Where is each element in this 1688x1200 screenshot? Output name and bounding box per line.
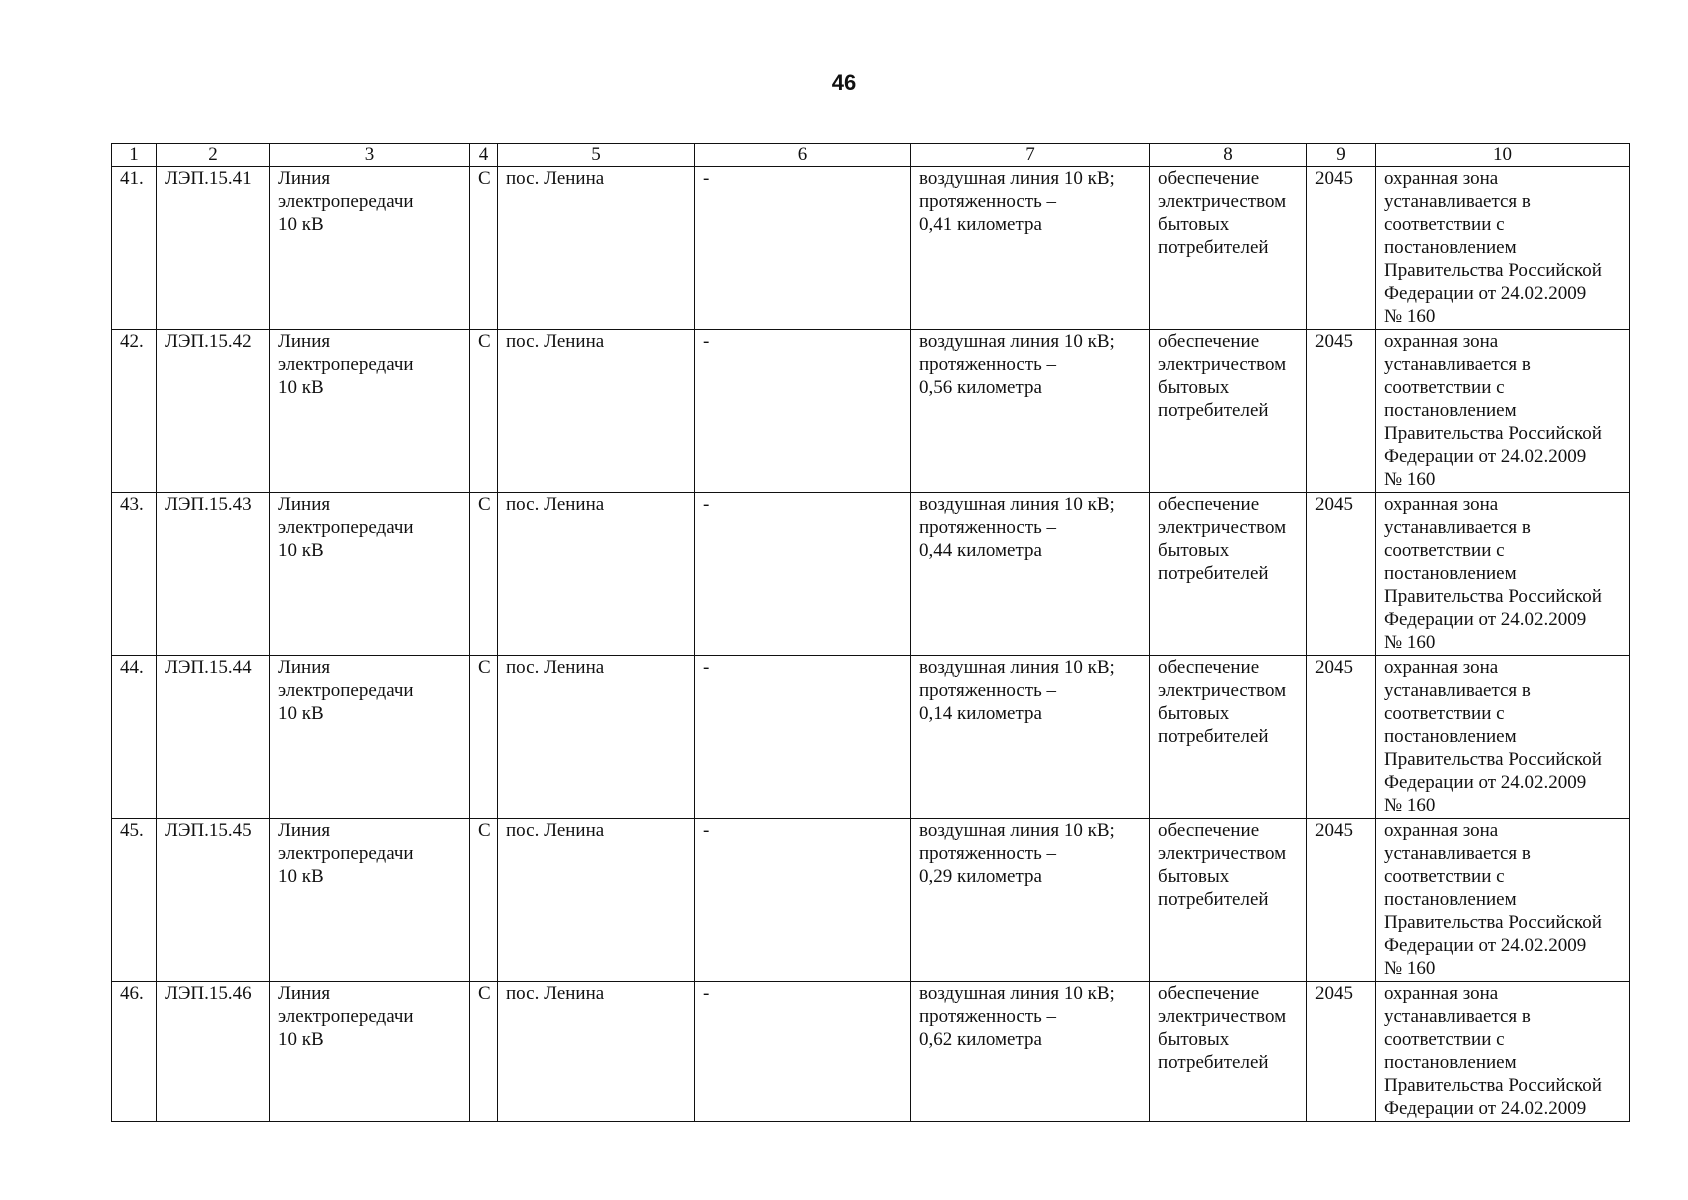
zone-cell-line: постановлением — [1384, 400, 1517, 421]
zone-cell-line: Федерации от 24.02.2009 — [1384, 772, 1587, 793]
zone-cell-line: охранная зона — [1384, 331, 1499, 352]
object-name-cell-line: электропередачи — [278, 191, 414, 212]
object-code-cell: ЛЭП.15.43 — [157, 493, 270, 656]
characteristics-cell-line: протяженность – — [919, 517, 1056, 538]
purpose-cell-line: обеспечение — [1158, 168, 1260, 189]
zone-cell-line: охранная зона — [1384, 494, 1499, 515]
year-cell: 2045 — [1307, 167, 1376, 330]
zone-cell-line: № 160 — [1384, 958, 1436, 979]
column-6-cell: - — [695, 493, 911, 656]
header-cell: 7 — [911, 144, 1150, 167]
location-cell: пос. Ленина — [498, 819, 695, 982]
object-name-cell-line: 10 кВ — [278, 1029, 324, 1050]
header-cell: 9 — [1307, 144, 1376, 167]
purpose-cell-line: обеспечение — [1158, 331, 1260, 352]
header-row — [112, 144, 1630, 167]
column-6-cell: - — [695, 330, 911, 493]
zone-cell-line: Федерации от 24.02.2009 — [1384, 283, 1587, 304]
object-name-cell-line: 10 кВ — [278, 214, 324, 235]
row-number-cell: 41. — [112, 167, 157, 330]
location-cell: пос. Ленина — [498, 493, 695, 656]
zone-cell — [1376, 982, 1630, 1122]
row-number-cell: 44. — [112, 656, 157, 819]
header-cell: 10 — [1376, 144, 1630, 167]
object-name-cell-line: Линия — [278, 983, 331, 1004]
header-cell: 4 — [470, 144, 498, 167]
object-type-cell: С — [470, 656, 498, 819]
object-type-cell: С — [470, 330, 498, 493]
purpose-cell — [1150, 167, 1307, 330]
purpose-cell-line: электричеством — [1158, 680, 1287, 701]
zone-cell-line: устанавливается в — [1384, 354, 1531, 375]
object-code-cell: ЛЭП.15.44 — [157, 656, 270, 819]
zone-cell-line: Правительства Российской — [1384, 912, 1602, 933]
characteristics-cell-line: 0,29 километра — [919, 866, 1042, 887]
characteristics-cell-line: 0,44 километра — [919, 540, 1042, 561]
column-6-cell: - — [695, 982, 911, 1122]
characteristics-cell-line: воздушная линия 10 кВ; — [919, 983, 1115, 1004]
zone-cell-line: соответствии с — [1384, 866, 1505, 887]
object-name-cell-line: электропередачи — [278, 517, 414, 538]
purpose-cell-line: потребителей — [1158, 237, 1269, 258]
table-row — [112, 167, 1630, 330]
object-name-cell-line: Линия — [278, 168, 331, 189]
zone-cell-line: устанавливается в — [1384, 517, 1531, 538]
zone-cell-line: постановлением — [1384, 1052, 1517, 1073]
object-name-cell-line: электропередачи — [278, 843, 414, 864]
characteristics-cell-line: воздушная линия 10 кВ; — [919, 657, 1115, 678]
purpose-cell — [1150, 656, 1307, 819]
object-name-cell — [270, 656, 470, 819]
zone-cell — [1376, 330, 1630, 493]
object-type-cell: С — [470, 982, 498, 1122]
object-code-cell: ЛЭП.15.42 — [157, 330, 270, 493]
zone-cell-line: охранная зона — [1384, 983, 1499, 1004]
object-name-cell-line: 10 кВ — [278, 866, 324, 887]
year-cell: 2045 — [1307, 493, 1376, 656]
registry-body — [112, 167, 1630, 1122]
object-name-cell-line: электропередачи — [278, 680, 414, 701]
purpose-cell-line: электричеством — [1158, 1006, 1287, 1027]
characteristics-cell-line: воздушная линия 10 кВ; — [919, 494, 1115, 515]
zone-cell-line: соответствии с — [1384, 540, 1505, 561]
characteristics-cell-line: протяженность – — [919, 191, 1056, 212]
zone-cell-line: Федерации от 24.02.2009 — [1384, 935, 1587, 956]
location-cell: пос. Ленина — [498, 656, 695, 819]
object-name-cell-line: Линия — [278, 331, 331, 352]
purpose-cell — [1150, 819, 1307, 982]
purpose-cell-line: потребителей — [1158, 400, 1269, 421]
purpose-cell — [1150, 982, 1307, 1122]
characteristics-cell-line: 0,62 километра — [919, 1029, 1042, 1050]
zone-cell-line: № 160 — [1384, 469, 1436, 490]
characteristics-cell — [911, 819, 1150, 982]
zone-cell-line: Правительства Российской — [1384, 1075, 1602, 1096]
zone-cell — [1376, 493, 1630, 656]
characteristics-cell-line: протяженность – — [919, 1006, 1056, 1027]
purpose-cell-line: потребителей — [1158, 1052, 1269, 1073]
object-type-cell: С — [470, 167, 498, 330]
purpose-cell-line: бытовых — [1158, 1029, 1230, 1050]
table-row — [112, 330, 1630, 493]
object-code-cell: ЛЭП.15.41 — [157, 167, 270, 330]
purpose-cell-line: обеспечение — [1158, 820, 1260, 841]
purpose-cell — [1150, 493, 1307, 656]
header-cell: 5 — [498, 144, 695, 167]
table-row — [112, 982, 1630, 1122]
purpose-cell-line: бытовых — [1158, 377, 1230, 398]
object-name-cell — [270, 819, 470, 982]
zone-cell-line: устанавливается в — [1384, 680, 1531, 701]
year-cell: 2045 — [1307, 819, 1376, 982]
page-number: 46 — [831, 70, 857, 95]
zone-cell-line: охранная зона — [1384, 657, 1499, 678]
zone-cell-line: Правительства Российской — [1384, 260, 1602, 281]
zone-cell — [1376, 656, 1630, 819]
characteristics-cell-line: 0,56 километра — [919, 377, 1042, 398]
object-type-cell: С — [470, 819, 498, 982]
location-cell: пос. Ленина — [498, 330, 695, 493]
zone-cell-line: устанавливается в — [1384, 1006, 1531, 1027]
header-cell: 1 — [112, 144, 157, 167]
registry-table — [111, 143, 1630, 1122]
purpose-cell — [1150, 330, 1307, 493]
header-cell: 8 — [1150, 144, 1307, 167]
object-name-cell — [270, 982, 470, 1122]
zone-cell-line: Федерации от 24.02.2009 — [1384, 446, 1587, 467]
object-name-cell-line: электропередачи — [278, 1006, 414, 1027]
table-row — [112, 819, 1630, 982]
header-cell: 6 — [695, 144, 911, 167]
table-row — [112, 493, 1630, 656]
purpose-cell-line: электричеством — [1158, 354, 1287, 375]
characteristics-cell-line: протяженность – — [919, 354, 1056, 375]
purpose-cell-line: электричеством — [1158, 843, 1287, 864]
purpose-cell-line: бытовых — [1158, 703, 1230, 724]
object-name-cell-line: Линия — [278, 494, 331, 515]
zone-cell — [1376, 167, 1630, 330]
zone-cell-line: устанавливается в — [1384, 843, 1531, 864]
location-cell: пос. Ленина — [498, 982, 695, 1122]
characteristics-cell-line: воздушная линия 10 кВ; — [919, 331, 1115, 352]
zone-cell-line: соответствии с — [1384, 377, 1505, 398]
zone-cell-line: постановлением — [1384, 237, 1517, 258]
row-number-cell: 46. — [112, 982, 157, 1122]
object-name-cell — [270, 493, 470, 656]
purpose-cell-line: электричеством — [1158, 191, 1287, 212]
column-6-cell: - — [695, 819, 911, 982]
object-name-cell-line: Линия — [278, 657, 331, 678]
characteristics-cell-line: 0,14 километра — [919, 703, 1042, 724]
zone-cell-line: постановлением — [1384, 563, 1517, 584]
object-name-cell-line: 10 кВ — [278, 540, 324, 561]
characteristics-cell-line: протяженность – — [919, 843, 1056, 864]
zone-cell-line: соответствии с — [1384, 214, 1505, 235]
zone-cell-line: постановлением — [1384, 726, 1517, 747]
zone-cell-line: Правительства Российской — [1384, 586, 1602, 607]
purpose-cell-line: электричеством — [1158, 517, 1287, 538]
characteristics-cell — [911, 330, 1150, 493]
header-cell: 2 — [157, 144, 270, 167]
column-6-cell: - — [695, 656, 911, 819]
header-cell: 3 — [270, 144, 470, 167]
zone-cell-line: № 160 — [1384, 306, 1436, 327]
characteristics-cell — [911, 493, 1150, 656]
object-code-cell: ЛЭП.15.46 — [157, 982, 270, 1122]
row-number-cell: 42. — [112, 330, 157, 493]
year-cell: 2045 — [1307, 982, 1376, 1122]
purpose-cell-line: потребителей — [1158, 726, 1269, 747]
object-name-cell — [270, 167, 470, 330]
purpose-cell-line: обеспечение — [1158, 657, 1260, 678]
zone-cell-line: Федерации от 24.02.2009 — [1384, 609, 1587, 630]
purpose-cell-line: обеспечение — [1158, 983, 1260, 1004]
zone-cell-line: № 160 — [1384, 632, 1436, 653]
object-name-cell — [270, 330, 470, 493]
year-cell: 2045 — [1307, 656, 1376, 819]
object-name-cell-line: 10 кВ — [278, 377, 324, 398]
object-name-cell-line: 10 кВ — [278, 703, 324, 724]
purpose-cell-line: бытовых — [1158, 214, 1230, 235]
object-code-cell: ЛЭП.15.45 — [157, 819, 270, 982]
characteristics-cell — [911, 982, 1150, 1122]
characteristics-cell — [911, 167, 1150, 330]
table-row — [112, 656, 1630, 819]
zone-cell-line: охранная зона — [1384, 168, 1499, 189]
purpose-cell-line: бытовых — [1158, 866, 1230, 887]
zone-cell-line: устанавливается в — [1384, 191, 1531, 212]
purpose-cell-line: потребителей — [1158, 889, 1269, 910]
purpose-cell-line: обеспечение — [1158, 494, 1260, 515]
object-name-cell-line: электропередачи — [278, 354, 414, 375]
row-number-cell: 45. — [112, 819, 157, 982]
location-cell: пос. Ленина — [498, 167, 695, 330]
characteristics-cell-line: 0,41 километра — [919, 214, 1042, 235]
characteristics-cell — [911, 656, 1150, 819]
characteristics-cell-line: воздушная линия 10 кВ; — [919, 820, 1115, 841]
row-number-cell: 43. — [112, 493, 157, 656]
zone-cell-line: Правительства Российской — [1384, 423, 1602, 444]
year-cell: 2045 — [1307, 330, 1376, 493]
zone-cell-line: соответствии с — [1384, 703, 1505, 724]
zone-cell — [1376, 819, 1630, 982]
purpose-cell-line: потребителей — [1158, 563, 1269, 584]
object-name-cell-line: Линия — [278, 820, 331, 841]
purpose-cell-line: бытовых — [1158, 540, 1230, 561]
zone-cell-line: постановлением — [1384, 889, 1517, 910]
zone-cell-line: Федерации от 24.02.2009 — [1384, 1098, 1587, 1119]
zone-cell-line: охранная зона — [1384, 820, 1499, 841]
zone-cell-line: № 160 — [1384, 795, 1436, 816]
column-6-cell: - — [695, 167, 911, 330]
characteristics-cell-line: протяженность – — [919, 680, 1056, 701]
characteristics-cell-line: воздушная линия 10 кВ; — [919, 168, 1115, 189]
object-type-cell: С — [470, 493, 498, 656]
zone-cell-line: Правительства Российской — [1384, 749, 1602, 770]
zone-cell-line: соответствии с — [1384, 1029, 1505, 1050]
